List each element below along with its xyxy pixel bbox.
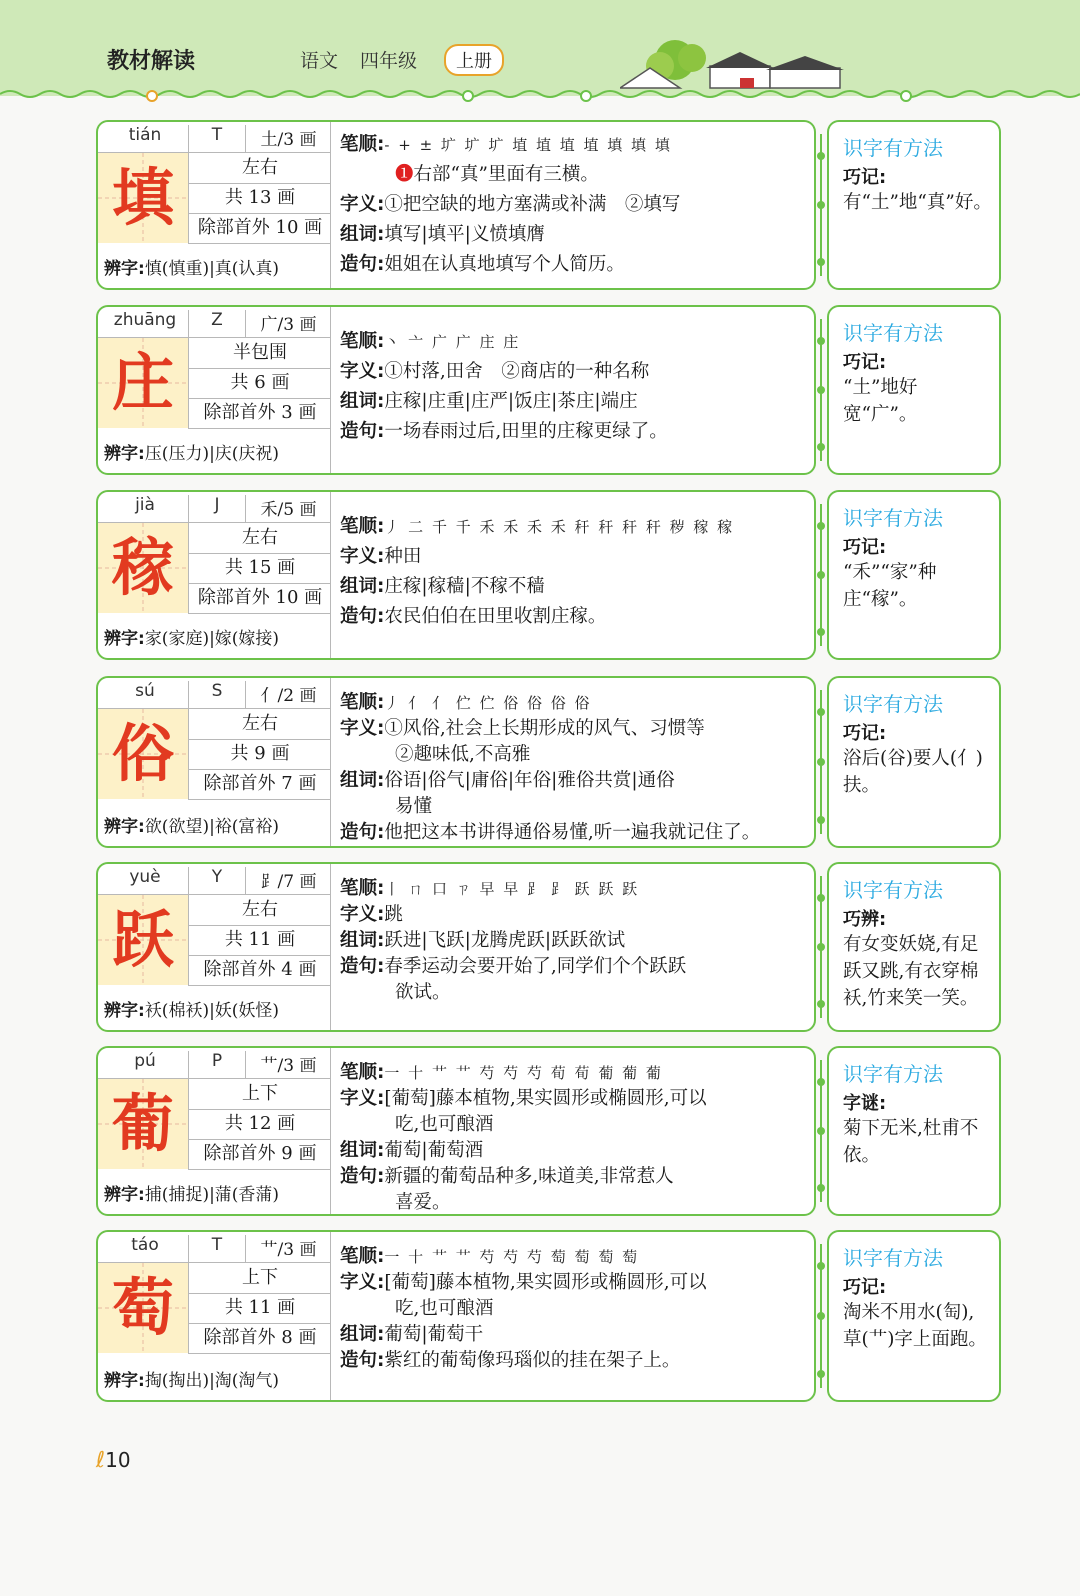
tip-card-5 [827, 1046, 1001, 1216]
pinyin: jià [135, 495, 155, 515]
sentence-line [340, 417, 668, 447]
words-text: 庄稼|庄重|庄严|饭庄|茶庄|端庄 [384, 391, 638, 412]
strokes-line [340, 512, 734, 542]
distinguish-label: 辨字: [104, 1001, 145, 1021]
tip-label: 巧记: [843, 723, 887, 744]
distinguish-text: 捕(捕捉)|蒲(香蒲) [144, 1185, 280, 1205]
column-divider [330, 122, 331, 288]
total-strokes: 共 6 画 [188, 368, 331, 399]
tip-title: 识字有方法 [843, 692, 943, 716]
tip-label: 字谜: [843, 1093, 887, 1114]
structure: 半包围 [188, 338, 331, 369]
tip-title: 识字有方法 [843, 1062, 943, 1086]
strokes-label: 笔顺: [340, 1246, 385, 1267]
initial-letter: Z [188, 310, 245, 337]
entry-card-6 [96, 1230, 816, 1402]
words-label: 组词: [340, 391, 385, 412]
meaning-line [340, 357, 649, 387]
strokes-text: 丨 ㄇ 口 ㄗ 早 早 ⻊ ⻊ 跃 跃 跃 [384, 880, 640, 898]
distinguish-row [104, 624, 332, 649]
meaning2-text: 吃,也可酿酒 [395, 1114, 494, 1135]
total-strokes: 共 13 画 [188, 183, 331, 214]
page-header [0, 0, 1080, 96]
sentence-text: 紫红的葡萄像玛瑙似的挂在架子上。 [384, 1350, 681, 1371]
radical: 广/3 画 [245, 310, 331, 337]
distinguish-row [104, 996, 332, 1021]
sentence-line [340, 818, 760, 848]
radical: 艹/3 画 [245, 1235, 331, 1262]
subject-label: 语文 [300, 50, 339, 72]
sentence-label: 造句: [340, 822, 385, 843]
radical: 艹/3 画 [245, 1051, 331, 1078]
tip-label: 巧记: [843, 537, 887, 558]
tip-title: 识字有方法 [843, 1246, 943, 1270]
meaning-label: 字义: [340, 546, 385, 567]
meaning-text: ①风俗,社会上长期形成的风气、习惯等 [384, 718, 705, 739]
words-text: 庄稼|稼穑|不稼不穑 [384, 576, 545, 597]
initial-letter: T [188, 125, 245, 152]
column-divider [330, 678, 331, 846]
sentence2-text: 喜爱。 [395, 1192, 451, 1213]
big-character: 填 [111, 161, 174, 234]
distinguish-row [104, 1366, 332, 1391]
sentence-text: 新疆的葡萄品种多,味道美,非常惹人 [384, 1166, 674, 1187]
radical: 亻/2 画 [245, 681, 331, 708]
distinguish-text: 袄(棉袄)|妖(妖怪) [144, 1001, 280, 1021]
distinguish-label: 辨字: [104, 629, 145, 649]
meaning-line [340, 190, 680, 220]
meaning-text: ①把空缺的地方塞满或补满 ②填写 [384, 194, 681, 215]
note-line [340, 160, 599, 190]
radical: ⻊/7 画 [245, 867, 331, 894]
distinguish-label: 辨字: [104, 817, 145, 837]
tip-text: “土”地好宽“广”。 [843, 377, 918, 425]
meaning2-text: ②趣味低,不高雅 [395, 744, 531, 765]
tip-text: 浴后(谷)要人(亻)扶。 [843, 748, 983, 796]
meaning-line [340, 542, 421, 572]
initial-letter: P [188, 1051, 245, 1078]
tip-text: 菊下无米,杜甫不依。 [843, 1118, 979, 1166]
strokes-except-radical: 除部首外 10 画 [188, 213, 331, 244]
words-text: 俗语|俗气|庸俗|年俗|雅俗共赏|通俗 [384, 770, 675, 791]
pinyin: pú [134, 1051, 156, 1071]
initial-letter: Y [188, 867, 245, 894]
pinyin: táo [131, 1235, 159, 1255]
strokes-line [340, 327, 520, 357]
initial-letter: S [188, 681, 245, 708]
strokes-except-radical: 除部首外 7 画 [188, 769, 331, 800]
char-meta-row [98, 678, 330, 709]
big-character: 葡 [111, 1087, 174, 1160]
words-label: 组词: [340, 770, 385, 791]
entry-card-2 [96, 490, 816, 660]
page-number: ℓ10 [96, 1448, 131, 1473]
meaning2-text: 吃,也可酿酒 [395, 1298, 494, 1319]
total-strokes: 共 15 画 [188, 553, 331, 584]
total-strokes: 共 12 画 [188, 1109, 331, 1140]
structure: 上下 [188, 1263, 331, 1294]
distinguish-label: 辨字: [104, 1371, 145, 1391]
distinguish-label: 辨字: [104, 259, 145, 279]
big-character: 跃 [111, 903, 174, 976]
words-text: 填写|填平|义愤填膺 [384, 224, 545, 245]
strokes-text: 丿 亻 亻 伫 伫 俗 俗 俗 俗 [384, 694, 592, 712]
meaning-label: 字义: [340, 904, 385, 925]
column-divider [330, 307, 331, 473]
big-character: 稼 [111, 531, 174, 604]
strokes-text: 丶 亠 广 广 庄 庄 [384, 333, 521, 351]
distinguish-text: 慎(慎重)|真(认真) [144, 259, 280, 279]
strokes-label: 笔顺: [340, 878, 385, 899]
sentence-label: 造句: [340, 1166, 385, 1187]
strokes-text: 一 十 艹 艹 芍 芍 芍 荀 荀 葡 葡 葡 [384, 1064, 663, 1082]
structure: 左右 [188, 523, 331, 554]
distinguish-text: 欲(欲望)|裕(富裕) [144, 817, 280, 837]
entry-card-0 [96, 120, 816, 290]
meaning-text: 跳 [384, 904, 403, 925]
character-grid [98, 709, 188, 799]
total-strokes: 共 9 画 [188, 739, 331, 770]
note-text: 右部“真”里面有三横。 [413, 164, 599, 185]
tip-title: 识字有方法 [843, 506, 943, 530]
words2-text: 易懂 [395, 796, 433, 817]
sentence-text: 一场春雨过后,田里的庄稼更绿了。 [384, 421, 668, 442]
sentence-text: 春季运动会要开始了,同学们个个跃跃 [384, 956, 687, 977]
tip-title: 识字有方法 [843, 136, 943, 160]
meaning-label: 字义: [340, 194, 385, 215]
entry-card-5 [96, 1046, 816, 1216]
sentence-text: 姐姐在认真地填写个人简历。 [384, 254, 625, 275]
distinguish-row [104, 254, 332, 279]
strokes-except-radical: 除部首外 9 画 [188, 1139, 331, 1170]
column-divider [330, 492, 331, 658]
sentence-label: 造句: [340, 1350, 385, 1371]
sentence-label: 造句: [340, 254, 385, 275]
total-strokes: 共 11 画 [188, 1293, 331, 1324]
words-text: 跃进|飞跃|龙腾虎跃|跃跃欲试 [384, 930, 626, 951]
tip-card-2 [827, 490, 1001, 660]
sentence-line [340, 1346, 680, 1376]
tip-title: 识字有方法 [843, 878, 943, 902]
character-grid [98, 895, 188, 985]
meaning-label: 字义: [340, 1272, 385, 1293]
char-meta-row [98, 1048, 330, 1079]
column-divider [330, 1232, 331, 1400]
tip-text: 有女变妖娆,有足跃又跳,有衣穿棉袄,竹来笑一笑。 [843, 934, 979, 1009]
village-illustration [620, 38, 850, 90]
initial-letter: J [188, 495, 245, 522]
meaning-label: 字义: [340, 718, 385, 739]
grade-label: 四年级 [360, 50, 418, 72]
radical: 土/3 画 [245, 125, 331, 152]
meaning-label: 字义: [340, 1088, 385, 1109]
character-grid [98, 1079, 188, 1169]
meaning-label: 字义: [340, 361, 385, 382]
words-line [340, 572, 545, 602]
tip-card-1 [827, 305, 1001, 475]
char-meta-row [98, 864, 330, 895]
column-divider [330, 864, 331, 1030]
sentence-text: 他把这本书讲得通俗易懂,听一遍我就记住了。 [384, 822, 761, 843]
structure: 左右 [188, 153, 331, 184]
tip-card-3 [827, 676, 1001, 848]
character-grid [98, 153, 188, 243]
words-label: 组词: [340, 576, 385, 597]
entry-card-1 [96, 305, 816, 475]
distinguish-row [104, 812, 332, 837]
big-character: 俗 [111, 717, 174, 790]
strokes-label: 笔顺: [340, 331, 385, 352]
total-strokes: 共 11 画 [188, 925, 331, 956]
sentence-line [340, 602, 606, 632]
structure: 上下 [188, 1079, 331, 1110]
words-text: 葡萄|葡萄干 [384, 1324, 484, 1345]
sentence2-line [340, 1188, 451, 1216]
big-character: 庄 [111, 346, 174, 419]
tip-text: “禾”“家”种庄“稼”。 [843, 562, 937, 610]
warning-icon: ❶ [395, 164, 414, 185]
words-line [340, 220, 545, 250]
tip-label: 巧辨: [843, 909, 887, 930]
pinyin: tián [128, 125, 162, 145]
tip-label: 巧记: [843, 167, 887, 188]
tip-card-4 [827, 862, 1001, 1032]
radical: 禾/5 画 [245, 495, 331, 522]
character-grid [98, 1263, 188, 1353]
sentence2-line [340, 978, 451, 1008]
tip-label: 巧记: [843, 1277, 887, 1298]
strokes-except-radical: 除部首外 4 画 [188, 955, 331, 986]
entry-card-4 [96, 862, 816, 1032]
distinguish-row [104, 1180, 332, 1205]
meaning-text: [葡萄]藤本植物,果实圆形或椭圆形,可以 [384, 1088, 707, 1109]
big-character: 萄 [111, 1271, 174, 1344]
sentence2-text: 欲试。 [395, 982, 451, 1003]
volume-badge: 上册 [444, 44, 504, 76]
words-label: 组词: [340, 224, 385, 245]
words-line [340, 387, 638, 417]
tip-card-0 [827, 120, 1001, 290]
meaning-text: [葡萄]藤本植物,果实圆形或椭圆形,可以 [384, 1272, 707, 1293]
char-meta-row [98, 122, 330, 153]
entry-card-3 [96, 676, 816, 848]
distinguish-text: 压(压力)|庆(庆祝) [144, 444, 280, 464]
strokes-label: 笔顺: [340, 692, 385, 713]
strokes-line [340, 130, 672, 160]
sentence-line [340, 250, 625, 280]
tip-text: 淘米不用水(匋),草(艹)字上面跑。 [843, 1302, 987, 1350]
strokes-label: 笔顺: [340, 134, 385, 155]
distinguish-row [104, 439, 332, 464]
words-label: 组词: [340, 1140, 385, 1161]
distinguish-label: 辨字: [104, 444, 145, 464]
pinyin: zhuāng [113, 310, 177, 330]
strokes-except-radical: 除部首外 3 画 [188, 398, 331, 429]
tip-label: 巧记: [843, 352, 887, 373]
char-meta-row [98, 492, 330, 523]
char-meta-row [98, 1232, 330, 1263]
sentence-label: 造句: [340, 956, 385, 977]
words-label: 组词: [340, 930, 385, 951]
char-meta-row [98, 307, 330, 338]
words-text: 葡萄|葡萄酒 [384, 1140, 484, 1161]
header-wave-border [0, 88, 1080, 104]
character-grid [98, 338, 188, 428]
sentence-text: 农民伯伯在田里收割庄稼。 [384, 606, 607, 627]
distinguish-text: 掏(掏出)|淘(淘气) [144, 1371, 280, 1391]
sentence-label: 造句: [340, 421, 385, 442]
pinyin: yuè [129, 867, 161, 887]
structure: 左右 [188, 895, 331, 926]
distinguish-text: 家(家庭)|嫁(嫁接) [144, 629, 280, 649]
meaning-text: ①村落,田舍 ②商店的一种名称 [384, 361, 650, 382]
swirl-icon: ℓ [96, 1448, 106, 1473]
book-title: 教材解读 [107, 49, 196, 74]
strokes-except-radical: 除部首外 10 画 [188, 583, 331, 614]
strokes-text: 一 十 艹 艹 芍 芍 芍 萄 萄 萄 萄 [384, 1248, 640, 1266]
structure: 左右 [188, 709, 331, 740]
strokes-text: - + ± 圹 圹 圹 埴 埴 埴 埴 填 填 填 [384, 136, 672, 154]
distinguish-label: 辨字: [104, 1185, 145, 1205]
sentence-label: 造句: [340, 606, 385, 627]
meaning-text: 种田 [384, 546, 422, 567]
initial-letter: T [188, 1235, 245, 1262]
strokes-except-radical: 除部首外 8 画 [188, 1323, 331, 1354]
character-grid [98, 523, 188, 613]
tip-text: 有“土”地“真”好。 [843, 192, 992, 213]
strokes-label: 笔顺: [340, 516, 385, 537]
pinyin: sú [135, 681, 155, 701]
tip-card-6 [827, 1230, 1001, 1402]
words-label: 组词: [340, 1324, 385, 1345]
column-divider [330, 1048, 331, 1214]
strokes-label: 笔顺: [340, 1062, 385, 1083]
tip-title: 识字有方法 [843, 321, 943, 345]
strokes-text: 丿 二 千 千 禾 禾 禾 禾 秆 秆 秆 秆 秽 稼 稼 [384, 518, 735, 536]
